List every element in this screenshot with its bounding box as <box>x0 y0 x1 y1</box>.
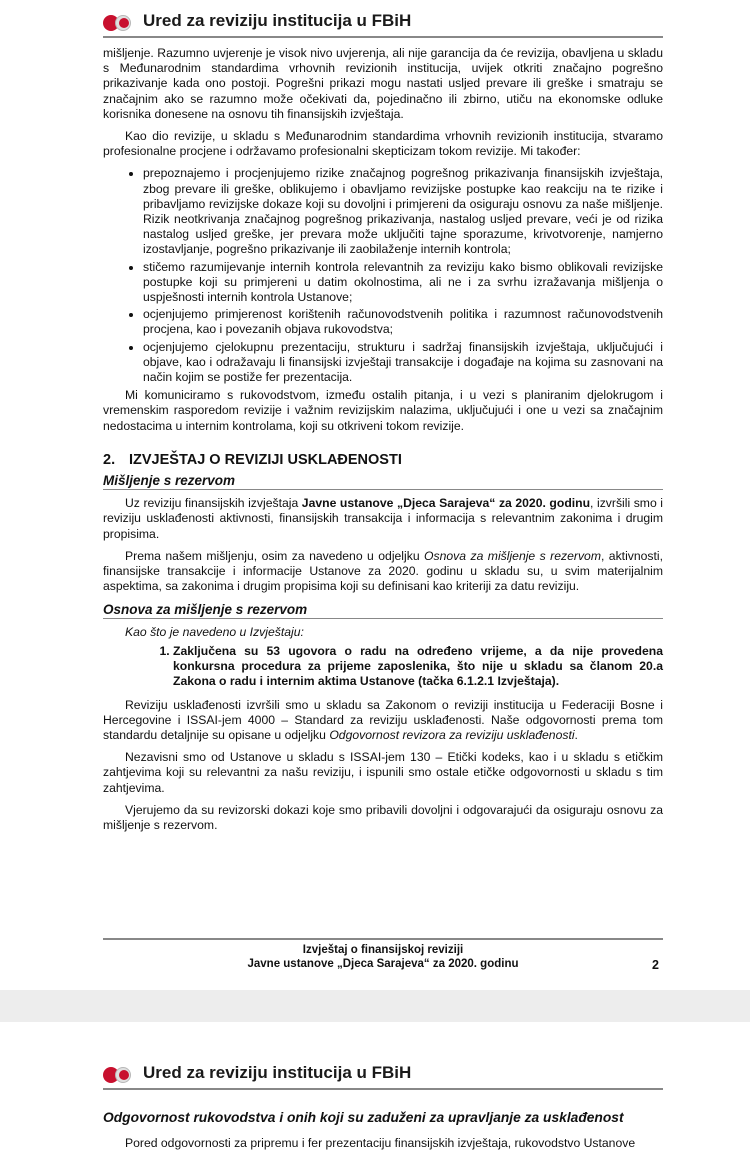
section-heading <box>103 453 663 468</box>
paragraph-evidence: Vjerujemo da su revizorski dokazi koje smo pribavili dovoljni i odgovarajući da osiguraju osnovu za mišljenje s rezervom. <box>103 802 663 832</box>
header-title: Ured za reviziju institucija u FBiH <box>143 1063 412 1082</box>
page-number: 2 <box>652 958 659 972</box>
list-item: • prepoznajemo i procjenjujemo rizike značajnog pogrešnog prikazivanja finansijskih izvještaja, zbog prevare ili greške, oblikujemo i obavljamo revizijske postupke kao reakciju na te rizike i pribavljamo revizijske dokaze koji su dovoljni i primjereni da osiguraju osnovu za naše mišljenje. Rizik neotkrivanja značajnog pogrešnog prikazivanja, nastalog usljed prevare, veći je od rizika nastalog usljed greške, jer prevara može uključiti tajne sporazume, krivotvorenje, namjerno izostavljanje, pogrešno prikazivanje ili zaobilaženje internih kontrola; <box>143 166 663 257</box>
page-header <box>103 1062 663 1090</box>
page-footer <box>103 938 663 980</box>
header-title: Ured za reviziju institucija u FBiH <box>143 11 412 30</box>
basis-intro: Kao što je navedeno u Izvještaju: <box>125 624 304 639</box>
page-body <box>103 46 663 840</box>
procedures-list <box>103 166 663 385</box>
paragraph-opinion-continued: mišljenje. Razumno uvjerenje je visok nivo uvjerenja, ali nije garancija da će revizija, obavljena u skladu s Međunarodnim standardima vrhovnih revizionih institucija, uvijek otkriti značajno pogrešno prikazivanje kada ono postoji. Pogrešni prikazi mogu nastati usljed prevare ili greške i smatraju se značajnim ako se razumno može očekivati da, pojedinačno ili zbirno, utiču na ekonomske odluke korisnika donesene na osnovu tih finansijskih izvještaja. <box>103 46 663 121</box>
footer-report-title: Izvještaj o finansijskoj reviziji <box>302 944 464 956</box>
findings-list <box>103 644 663 690</box>
document-page-2 <box>0 1022 750 1151</box>
subheading-opinion: Mišljenje s rezervom <box>103 473 663 490</box>
office-logo-icon <box>103 14 137 32</box>
paragraph-independence: Nezavisni smo od Ustanove u skladu s ISSAI-jem 130 – Etički kodeks, kao i u skladu s etičkim zahtjevima koji su relevantni za našu reviziju, i ispunili smo ostale etičke odgovornosti u skladu s tim zahtjevima. <box>103 750 663 795</box>
footer-entity: Javne ustanove „Djeca Sarajeva“ za 2020. godinu <box>247 958 519 970</box>
section-title: IZVJEŠTAJ O REVIZIJI USKLAĐENOSTI <box>129 451 402 468</box>
subheading-basis: Osnova za mišljenje s rezervom <box>103 602 663 619</box>
paragraph-management-responsibility: Pored odgovornosti za pripremu i fer prezentaciju finansijskih izvještaja, rukovodstvo Ustanove <box>125 1136 636 1150</box>
page-gap <box>0 990 750 1022</box>
page-header <box>103 10 663 38</box>
list-item: • stičemo razumijevanje internih kontrola relevantnih za reviziju kako bismo oblikovali revizijske postupke koji su primjereni u datim okolnostima, ali ne i za svrhu izražavanja mišljenja o uspješnosti internih kontrola Ustanove; <box>143 260 663 306</box>
paragraph-communication: Mi komuniciramo s rukovodstvom, između ostalih pitanja, i u vezi s planiranim djelokrugom i vremenskim rasporedom revizije i važnim revizijskim nalazima, uključujući i one u vezi sa značajnim nedostacima u internim kontrolama, koji su otkriveni tokom revizije. <box>103 388 663 433</box>
office-logo-icon <box>103 1066 137 1084</box>
paragraph-compliance-scope: Uz reviziju finansijskih izvještaja Javne ustanove „Djeca Sarajeva“ za 2020. godinu, izvršili smo i reviziju usklađenosti aktivnosti, finansijskih transakcija i informacija s relevantnim zakonima i drugim propisima. <box>103 496 664 541</box>
list-item: 1. Zaključena su 53 ugovora o radu na određeno vrijeme, a da nije provedena konkursna procedura za prijeme zaposlenika, što nije u skladu sa članom 20.a Zakona o radu i internim aktima Ustanove (tačka 6.1.2.1 Izvještaja). <box>173 644 663 690</box>
section-number: 2. <box>103 451 116 468</box>
list-item: • ocjenjujemo cjelokupnu prezentaciju, strukturu i sadržaj finansijskih izvještaja, uključujući i objave, kao i odražavaju li finansijski izvještaji transakcije i događaje na kojima su zasnovani na način kojim se postiže fer prezentacija. <box>143 340 663 386</box>
paragraph-issai: Reviziju usklađenosti izvršili smo u skladu sa Zakonom o reviziji institucija u Federaciji Bosne i Hercegovine i ISSAI-jem 4000 – Standard za reviziju usklađenosti. Naše odgovornosti prema tom standardu detaljnije su opisane u odjeljku Odgovornost revizora za reviziju usklađenosti. <box>103 697 663 742</box>
paragraph-qualified-opinion: Prema našem mišljenju, osim za navedeno u odjeljku Osnova za mišljenje s rezervom, aktivnosti, finansijske transakcije i informacije Ustanove za 2020. godinu u skladu su, u svim materijalnim aspektima, sa zakonima i drugim propisima koji su definisani kao kriteriji za datu reviziju. <box>103 548 663 594</box>
paragraph-professional-judgment: Kao dio revizije, u skladu s Međunarodnim standardima vrhovnih revizionih institucija, stvaramo profesionalne procjene i održavamo profesionalni skepticizam tokom revizije. Mi također: <box>103 129 663 159</box>
list-item: • ocjenjujemo primjerenost korištenih računovodstvenih politika i razumnost računovodstvenih procjena, kao i povezanih objava rukovodstva; <box>143 307 663 337</box>
subheading-management-responsibility: Odgovornost rukovodstva i onih koji su zaduženi za upravljanje za usklađenost <box>103 1110 624 1125</box>
